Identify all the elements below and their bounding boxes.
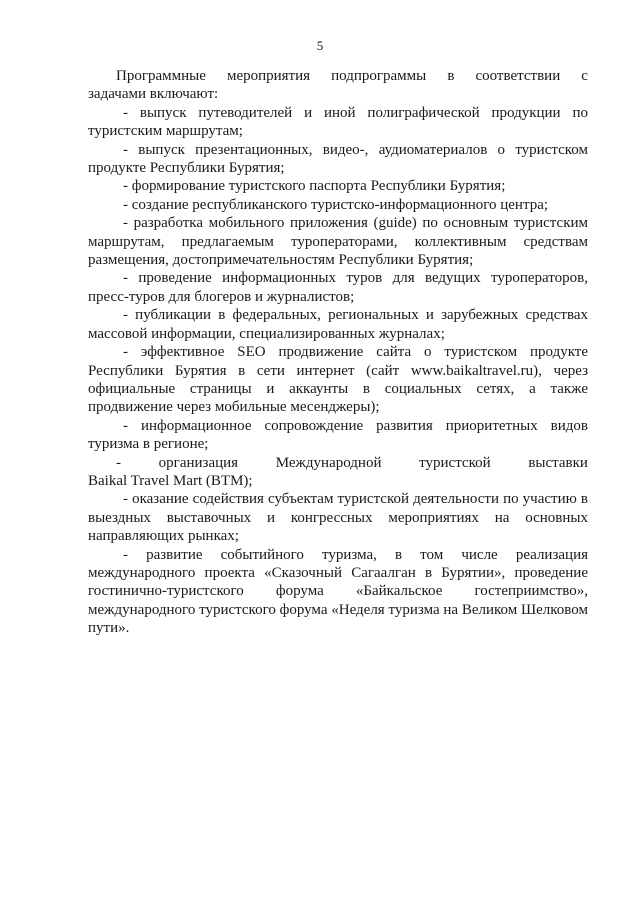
intro-word: мероприятия bbox=[226, 68, 311, 84]
btm-item-line bbox=[88, 454, 588, 472]
intro-word: с bbox=[581, 68, 588, 84]
list-item: - развитие событийного туризма, в том числе реализация международного проекта «Сказочный Сагаалган в Бурятии», проведение гостинично-туристского форума «Байкальское гостеприимство», международного туристского форума «Неделя туризма на Великом Шелковом пути». bbox=[88, 546, 588, 637]
page-number: 5 bbox=[316, 38, 324, 53]
btm-word: организация bbox=[158, 454, 239, 471]
list-item: - эффективное SEO продвижение сайта о туристском продукте Республики Бурятия в сети интернет (сайт www.baikaltravel.ru), через официальные страницы и аккаунты в социальных сетях, а также продвижение через мобильные месенджеры); bbox=[88, 344, 588, 416]
list-item: - разработка мобильного приложения (guide) по основным туристским маршрутам, предлагаемым туроператорами, коллективным средствам размещения, достопримечательностям Республики Бурятия; bbox=[88, 215, 588, 269]
btm-item-continuation: Baikal Travel Mart (BTM); bbox=[88, 472, 253, 489]
list-item: - информационное сопровождение развития приоритетных видов туризма в регионе; bbox=[88, 417, 588, 453]
list-item: - проведение информационных туров для ведущих туроператоров, пресс-туров для блогеров и журналистов; bbox=[88, 270, 588, 305]
btm-word: Международной bbox=[275, 454, 382, 471]
btm-word: туристской bbox=[419, 454, 491, 471]
list-item: - формирование туристского паспорта Республики Бурятия; bbox=[123, 178, 506, 195]
intro-continuation: задачами включают: bbox=[88, 86, 219, 103]
intro-word: соответствии bbox=[475, 68, 561, 84]
intro-word: Программные bbox=[116, 68, 206, 84]
intro-word: подпрограммы bbox=[331, 68, 427, 84]
list-item: - выпуск путеводителей и иной полиграфической продукции по туристским маршрутам; bbox=[88, 104, 588, 140]
list-item: - оказание содействия субъектам туристской деятельности по участию в выездных выставочных и конгрессных мероприятиях на основных направляющих рынках; bbox=[88, 491, 588, 545]
intro-line bbox=[88, 67, 588, 85]
btm-word: выставки bbox=[528, 454, 588, 471]
list-item: - публикации в федеральных, региональных и зарубежных средствах массовой информации, специализированных журналах; bbox=[88, 307, 588, 342]
document-body bbox=[88, 67, 588, 638]
list-item: - создание республиканского туристско-информационного центра; bbox=[123, 196, 549, 213]
intro-word: в bbox=[447, 68, 455, 84]
btm-word: - bbox=[116, 454, 121, 471]
list-item: - выпуск презентационных, видео-, аудиоматериалов о туристском продукте Республики Бурятия; bbox=[88, 141, 588, 177]
